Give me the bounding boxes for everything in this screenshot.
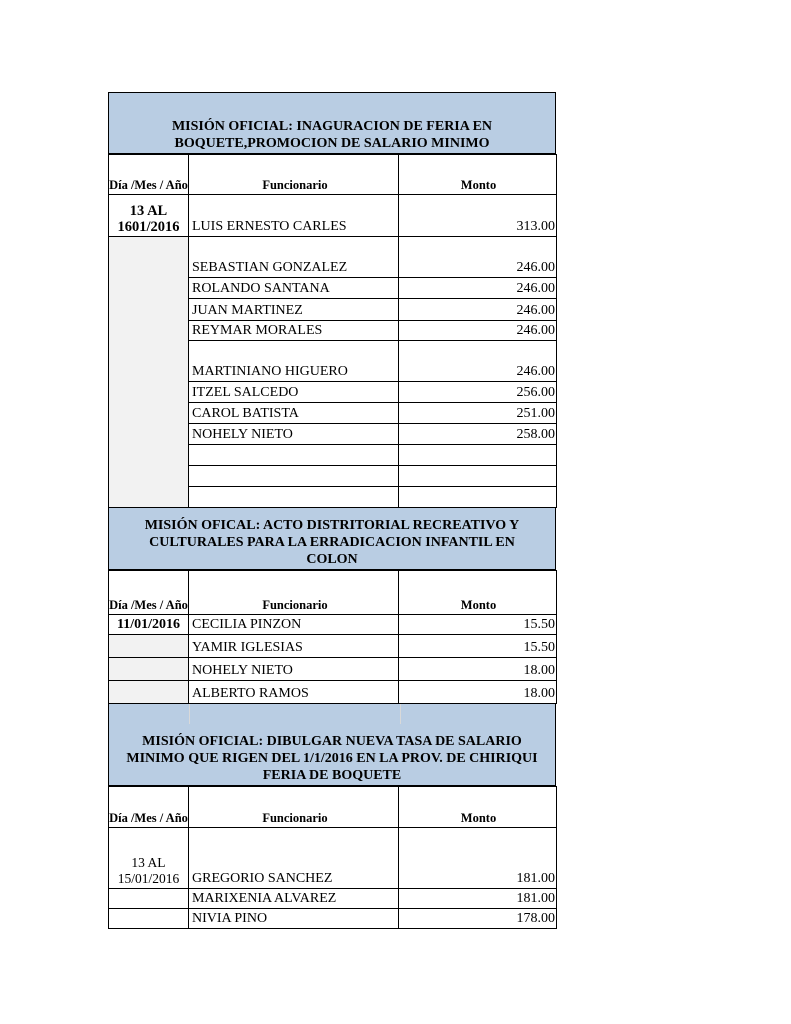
empty-cell [189,487,399,508]
funcionario-cell: NOHELY NIETO [189,424,399,445]
funcionario-cell: LUIS ERNESTO CARLES [189,195,399,237]
funcionario-cell: NOHELY NIETO [189,658,399,681]
section-2-header-row [109,571,557,615]
funcionario-cell: ITZEL SALCEDO [189,382,399,403]
monto-cell: 313.00 [399,195,557,237]
date-cell-empty [109,658,189,681]
funcionario-column-header: Funcionario [189,787,399,828]
date-column-header: Día /Mes / Año [109,155,189,195]
section-3-title [108,724,556,786]
table-row [109,615,557,635]
monto-column-header: Monto [399,155,557,195]
date-cell-empty [109,237,189,508]
funcionario-column-header: Funcionario [189,571,399,615]
empty-cell [189,445,399,466]
date-column-header: Día /Mes / Año [109,571,189,615]
date-column-header: Día /Mes / Año [109,787,189,828]
table-row [109,195,557,237]
section-2-table [108,570,557,704]
monto-cell: 246.00 [399,321,557,341]
date-cell-empty [109,889,189,909]
funcionario-cell: GREGORIO SANCHEZ [189,828,399,889]
monto-cell: 251.00 [399,403,557,424]
section-1-header-row [109,155,557,195]
monto-cell: 181.00 [399,889,557,909]
date-cell: 13 AL 1601/2016 [109,195,189,237]
funcionario-cell: YAMIR IGLESIAS [189,635,399,658]
section-1-table [108,154,557,508]
monto-cell: 15.50 [399,635,557,658]
monto-cell: 246.00 [399,278,557,299]
section-3-table [108,786,557,929]
monto-cell: 246.00 [399,299,557,321]
table-row [109,828,557,889]
date-cell: 13 AL 15/01/2016 [109,828,189,889]
section-1-title-text: MISIÓN OFICIAL: INAGURACION DE FERIA EN BOQUETE,PROMOCION DE SALARIO MINIMO [171,119,493,151]
monto-cell: 15.50 [399,615,557,635]
empty-cell [399,445,557,466]
funcionario-cell: MARTINIANO HIGUERO [189,341,399,382]
table-row [109,237,557,278]
section-2-title [108,508,556,570]
table-row [109,635,557,658]
monto-cell: 258.00 [399,424,557,445]
empty-cell [399,466,557,487]
funcionario-cell: ALBERTO RAMOS [189,681,399,704]
monto-cell: 181.00 [399,828,557,889]
section-separator [108,704,556,724]
section-3-header-row [109,787,557,828]
table-row [109,909,557,929]
funcionario-cell: JUAN MARTINEZ [189,299,399,321]
monto-cell: 256.00 [399,382,557,403]
date-cell-empty [109,635,189,658]
date-cell-empty [109,909,189,929]
monto-cell: 246.00 [399,237,557,278]
monto-cell: 246.00 [399,341,557,382]
funcionario-cell: REYMAR MORALES [189,321,399,341]
travel-expenses-sheet [108,92,556,929]
funcionario-cell: MARIXENIA ALVAREZ [189,889,399,909]
section-1-title [108,92,556,154]
date-cell-empty [109,681,189,704]
funcionario-cell: ROLANDO SANTANA [189,278,399,299]
monto-column-header: Monto [399,571,557,615]
funcionario-cell: CECILIA PINZON [189,615,399,635]
funcionario-cell: SEBASTIAN GONZALEZ [189,237,399,278]
table-row [109,889,557,909]
section-2-title-text: MISIÓN OFICAL: ACTO DISTRITORIAL RECREATIVO Y CULTURALES PARA LA ERRADICACION INFANTIL EN COLON [144,518,520,567]
funcionario-cell: NIVIA PINO [189,909,399,929]
funcionario-column-header: Funcionario [189,155,399,195]
section-3-title-text: MISIÓN OFICIAL: DIBULGAR NUEVA TASA DE SALARIO MINIMO QUE RIGEN DEL 1/1/2016 EN LA PROV. DE CHIRIQUI FERIA DE BOQUETE [126,734,538,783]
table-row [109,681,557,704]
empty-cell [399,487,557,508]
monto-cell: 178.00 [399,909,557,929]
date-cell: 11/01/2016 [109,615,189,635]
table-row [109,658,557,681]
funcionario-cell: CAROL BATISTA [189,403,399,424]
monto-column-header: Monto [399,787,557,828]
monto-cell: 18.00 [399,658,557,681]
monto-cell: 18.00 [399,681,557,704]
empty-cell [189,466,399,487]
